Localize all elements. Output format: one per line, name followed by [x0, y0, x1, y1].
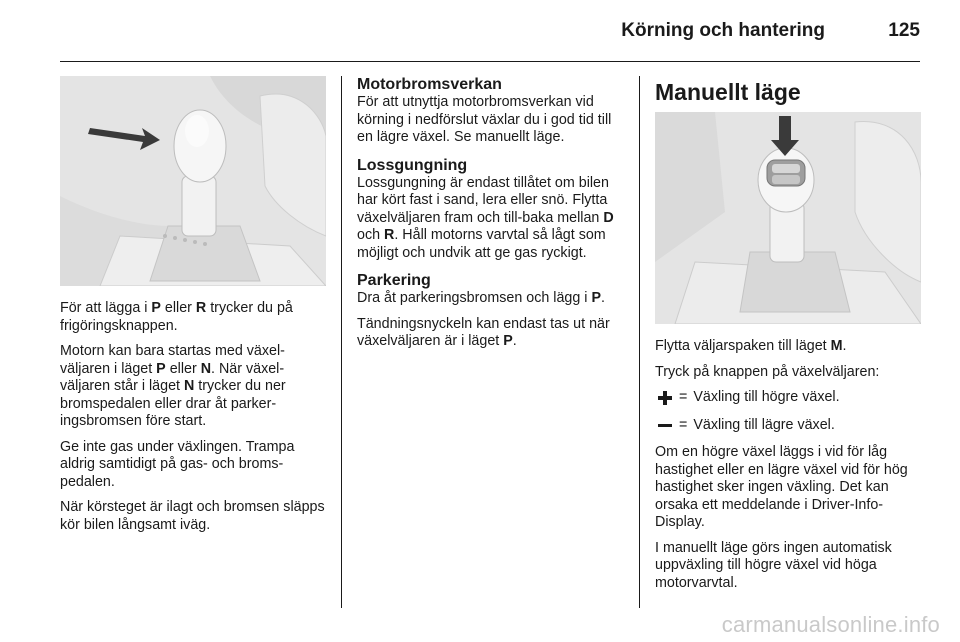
paragraph	[60, 300, 326, 335]
gear-letter: M	[830, 338, 843, 354]
text-run: Flytta väljarspaken till läget	[655, 338, 831, 354]
column-2-text	[357, 76, 623, 351]
text-run: Dra åt parkeringsbromsen och lägg i	[357, 290, 592, 306]
plus-icon	[655, 390, 675, 406]
text-run: trycker du på frigöringsknappen.	[60, 300, 293, 334]
section-heading: Parkering	[357, 272, 431, 289]
page-header	[60, 16, 920, 48]
paragraph	[60, 343, 326, 431]
text-run: .	[600, 290, 605, 306]
column-1	[60, 76, 326, 542]
gear-selector-image	[60, 76, 326, 286]
gear-letter: P	[151, 300, 161, 316]
text-run: och	[357, 227, 385, 243]
text-run: .	[842, 338, 847, 354]
section-heading: Motorbromsverkan	[357, 76, 502, 93]
gear-letter: N	[183, 378, 195, 394]
text-run: trycker du ner bromspedalen eller drar åt parker-ingsbromsen före start.	[60, 378, 286, 429]
gear-letter: R	[195, 300, 207, 316]
section-heading: Lossgungning	[357, 156, 468, 174]
text-run: . Håll motorns varvtal så lågt som möjligt och undvik att ge gas ryckigt.	[357, 227, 606, 261]
paragraph	[655, 338, 921, 356]
paragraph	[60, 499, 326, 534]
page-number: 125	[888, 20, 920, 41]
equals-sign: =	[679, 389, 688, 405]
gear-letter: P	[156, 360, 166, 377]
paragraph	[357, 316, 623, 351]
gear-letter: P	[503, 333, 513, 349]
paragraph	[655, 540, 921, 593]
text-run: eller	[165, 360, 201, 377]
gear-letter: R	[384, 227, 395, 243]
text-run: Ge inte gas under växlingen. Trampa aldrig samtidigt på gas- och broms-pedalen.	[60, 438, 295, 490]
paragraph	[357, 175, 623, 263]
column-divider-1	[341, 76, 342, 608]
gear-letter: D	[603, 209, 614, 226]
text-run: Om en högre växel läggs i vid för låg hastighet eller en lägre växel vid för hög hastighet sker ingen växling. Det kan orsaka ett meddelande i Driver-Info-Display.	[655, 444, 908, 530]
header-divider	[60, 61, 920, 62]
text-run: Motorn kan bara startas med växel-väljaren i läget	[60, 343, 285, 377]
manual-mode-intro	[655, 338, 921, 381]
paragraph	[655, 364, 921, 382]
section-title: Körning och hantering	[621, 20, 825, 41]
text-run: I manuellt läge görs ingen automatisk uppväxling till högre växel vid höga motorvarvtal.	[655, 539, 892, 591]
text-run: eller	[160, 300, 196, 316]
manual-mode-image	[655, 112, 921, 324]
column-2	[357, 76, 623, 361]
text-run: För att lägga i	[60, 300, 152, 316]
manual-mode-illustration	[655, 112, 921, 324]
section	[357, 157, 623, 263]
column-1-text	[60, 300, 326, 534]
gear-letter: P	[591, 290, 601, 306]
paragraph	[357, 290, 623, 308]
section	[357, 272, 623, 351]
symbol-row	[655, 389, 921, 407]
symbol-row	[655, 417, 921, 435]
text-run: . När växel-väljaren står i läget	[60, 360, 285, 394]
text-run: Tryck på knappen på växelväljaren:	[655, 363, 880, 380]
gear-letter: N	[200, 360, 212, 377]
manual-mode-symbol-list	[655, 389, 921, 434]
manual-mode-text	[655, 444, 921, 592]
equals-sign: =	[679, 416, 688, 433]
symbol-description: Växling till lägre växel.	[693, 416, 835, 433]
paragraph	[655, 444, 921, 532]
section	[357, 76, 623, 147]
text-run: När körsteget är ilagt och bromsen släpps kör bilen långsamt iväg.	[60, 499, 325, 533]
paragraph	[357, 94, 623, 147]
minus-icon	[655, 417, 675, 433]
text-run: .	[512, 333, 517, 349]
column-divider-2	[639, 76, 640, 608]
text-run: För att utnyttja motorbromsverkan vid körning i nedförslut växlar du i god tid till en lägre växel. Se manuellt läge.	[357, 94, 612, 145]
symbol-description: Växling till högre växel.	[693, 389, 840, 405]
paragraph	[60, 439, 326, 492]
column-3	[655, 76, 921, 600]
watermark: carmanualsonline.info	[721, 612, 940, 637]
text-run: Tändningsnyckeln kan endast tas ut när växelväljaren är i läget	[357, 315, 610, 349]
text-run: Lossgungning är endast tillåtet om bilen har kört fast i sand, lera eller snö. Flytta växelväljaren fram och till-baka mellan	[357, 174, 609, 226]
gear-selector-illustration	[60, 76, 326, 286]
manual-mode-heading: Manuellt läge	[655, 79, 801, 105]
